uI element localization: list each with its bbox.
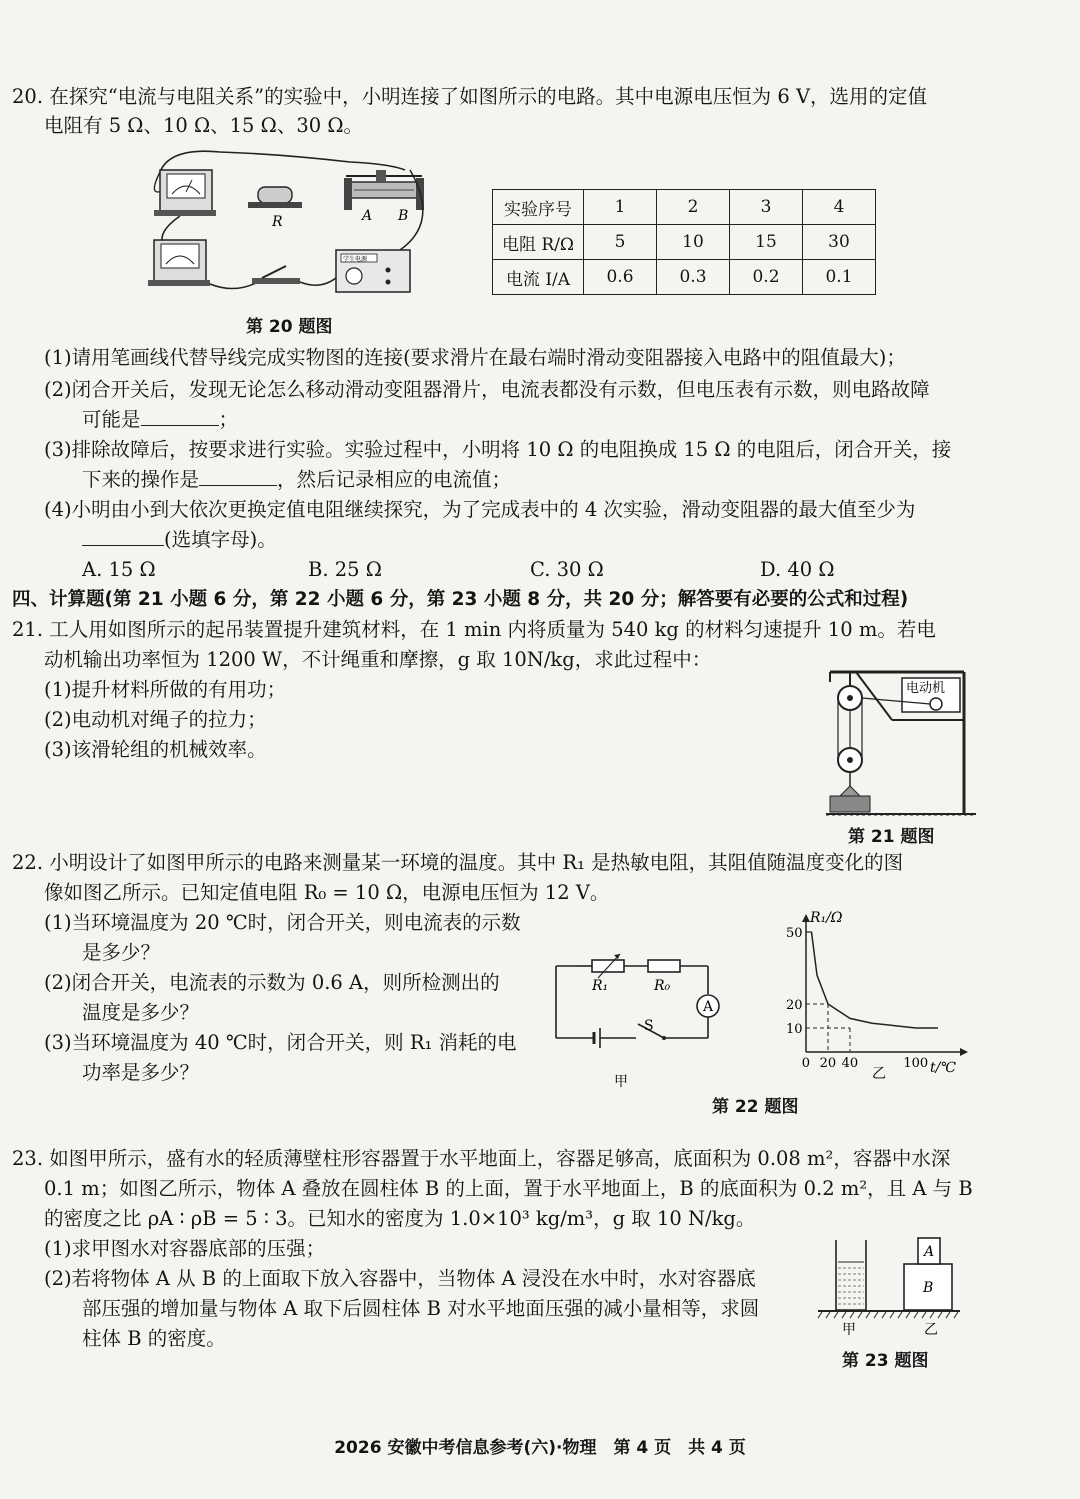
q20-part2-line2	[82, 407, 238, 433]
rheostat-label-b: B	[398, 208, 409, 224]
q21-crane-figure	[826, 668, 976, 818]
graph-y-axis-label: R₁/Ω	[810, 910, 843, 926]
fig-jia-label: 甲	[842, 1322, 856, 1338]
q23-part1: (1)求甲图水对容器底部的压强；	[44, 1237, 326, 1260]
q20-data-table	[492, 189, 876, 295]
q22-stem-line2: 像如图乙所示。已知定值电阻 R₀ = 10 Ω，电源电压恒为 12 V。	[44, 881, 610, 904]
q22-part2-line2: 温度是多少？	[82, 1001, 200, 1024]
graph-y-tick-label: 50	[786, 926, 803, 941]
graph-x-tick-label: 100	[903, 1056, 929, 1071]
q22-stem-line1: 22. 小明设计了如图甲所示的电路来测量某一环境的温度。其中 R₁ 是热敏电阻，其阻值随温度变化的图	[12, 851, 904, 874]
r0-label: R₀	[654, 978, 671, 994]
q22-caption: 第 22 题图	[712, 1097, 799, 1117]
graph-x-tick-label: 40	[841, 1056, 859, 1071]
section-4-heading: 四、计算题(第 21 小题 6 分，第 22 小题 6 分，第 23 小题 8 分，共 20 分；解答要有必要的公式和过程)	[12, 589, 909, 610]
q21-caption: 第 21 题图	[848, 827, 935, 847]
table-cell: 1	[584, 190, 657, 225]
q22-part1-line1: (1)当环境温度为 20 ℃时，闭合开关，则电流表的示数	[44, 911, 521, 934]
table-cell: 10	[657, 225, 730, 260]
q23-part2-line3: 柱体 B 的密度。	[82, 1327, 226, 1350]
q20-option-a: A. 15 Ω	[82, 558, 156, 581]
q23-part2-line1: (2)若将物体 A 从 B 的上面取下放入容器中，当物体 A 浸没在水中时，水对容器底	[44, 1267, 756, 1290]
answer-blank[interactable]	[141, 407, 219, 426]
q20-stem-line1: 20. 在探究“电流与电阻关系”的实验中，小明连接了如图所示的电路。其中电源电压恒为 6 V，选用的定值	[12, 85, 928, 108]
q21-part3: (3)该滑轮组的机械效率。	[44, 738, 267, 761]
block-b-label: B	[923, 1280, 934, 1296]
q22-part1-line2: 是多少？	[82, 941, 161, 964]
q23-caption: 第 23 题图	[842, 1351, 929, 1371]
table-cell: 电流 I/A	[493, 260, 584, 295]
q23-stem-line3: 的密度之比 ρA ∶ ρB = 5 ∶ 3。已知水的密度为 1.0×10³ kg/m³，g 取 10 N/kg。	[44, 1207, 756, 1230]
q20-part1: (1)请用笔画线代替导线完成实物图的连接(要求滑片在最右端时滑动变阻器接入电路中的阻值最大)；	[44, 346, 906, 369]
block-a-label: A	[924, 1244, 935, 1260]
power-supply-label: 学生电源	[343, 256, 368, 263]
q23-stem-line1: 23. 如图甲所示，盛有水的轻质薄壁柱形容器置于水平地面上，容器足够高，底面积为 0.08 m²，容器中水深	[12, 1147, 951, 1170]
q23-part2-line2: 部压强的增加量与物体 A 取下后圆柱体 B 对水平地面压强的减小量相等，求圆	[82, 1297, 760, 1320]
table-cell: 实验序号	[493, 190, 584, 225]
q21-stem-line2: 动机输出功率恒为 1200 W，不计绳重和摩擦，g 取 10N/kg，求此过程中：	[44, 648, 712, 671]
table-cell: 0.6	[584, 260, 657, 295]
motor-label: 电动机	[906, 681, 946, 696]
q20-part3-line1: (3)排除故障后，按要求进行实验。实验过程中，小明将 10 Ω 的电阻换成 15 Ω 的电阻后，闭合开关，接	[44, 438, 952, 461]
table-cell: 3	[730, 190, 803, 225]
table-row	[493, 225, 876, 260]
q20-stem-line2: 电阻有 5 Ω、10 Ω、15 Ω、30 Ω。	[44, 114, 364, 137]
graph-y-tick-label: 20	[786, 998, 803, 1013]
q23-stem-line2: 0.1 m；如图乙所示，物体 A 叠放在圆柱体 B 的上面，置于水平地面上，B 的底面积为 0.2 m²，且 A 与 B	[44, 1177, 973, 1200]
q20-part3-prefix: 下来的操作是	[82, 468, 200, 491]
q20-option-b: B. 25 Ω	[308, 558, 382, 581]
page-footer: 2026 安徽中考信息参考(六)·物理 第 4 页 共 4 页	[334, 1438, 746, 1458]
q22-resistance-temperature-graph	[774, 904, 974, 1084]
switch-label: S	[644, 1018, 654, 1034]
table-row	[493, 260, 876, 295]
graph-x-tick-label: 20	[819, 1056, 837, 1071]
q20-option-c: C. 30 Ω	[530, 558, 604, 581]
answer-blank[interactable]	[199, 467, 277, 486]
table-cell: 0.3	[657, 260, 730, 295]
table-cell: 5	[584, 225, 657, 260]
q23-figure	[814, 1232, 964, 1342]
table-cell: 15	[730, 225, 803, 260]
q22-part2-line1: (2)闭合开关，电流表的示数为 0.6 A，则所检测出的	[44, 971, 500, 994]
resistor-label: R	[272, 214, 283, 230]
q20-part2-line1: (2)闭合开关后，发现无论怎么移动滑动变阻器滑片，电流表都没有示数，但电压表有示数，则电路故障	[44, 378, 930, 401]
q20-part2-suffix: ；	[218, 408, 239, 431]
q20-part2-prefix: 可能是	[82, 408, 141, 431]
q21-stem-line1: 21. 工人用如图所示的起吊装置提升建筑材料，在 1 min 内将质量为 540 kg 的材料匀速提升 10 m。若电	[12, 618, 936, 641]
fig-yi-label: 乙	[924, 1322, 938, 1338]
graph-yi-label: 乙	[872, 1066, 886, 1082]
q22-part3-line2: 功率是多少？	[82, 1061, 200, 1084]
q20-circuit-figure	[140, 142, 440, 302]
answer-blank[interactable]	[82, 527, 164, 546]
q21-part1: (1)提升材料所做的有用功；	[44, 678, 287, 701]
q20-part4-line2	[82, 527, 277, 553]
q20-part3-line2	[82, 467, 511, 493]
table-cell: 0.1	[803, 260, 876, 295]
table-cell: 2	[657, 190, 730, 225]
q20-part4-suffix: (选填字母)。	[164, 528, 277, 551]
rheostat-label-a: A	[362, 208, 373, 224]
table-cell: 0.2	[730, 260, 803, 295]
graph-x-tick-label: 0	[801, 1056, 811, 1071]
circuit-jia-label: 甲	[614, 1074, 628, 1090]
graph-series-0	[812, 932, 939, 1028]
graph-plot-area	[786, 926, 938, 1071]
graph-x-axis-label: t/℃	[930, 1060, 957, 1076]
q20-caption: 第 20 题图	[246, 317, 333, 337]
table-cell: 电阻 R/Ω	[493, 225, 584, 260]
table-cell: 30	[803, 225, 876, 260]
r1-label: R₁	[592, 978, 609, 994]
q21-part2: (2)电动机对绳子的拉力；	[44, 708, 267, 731]
q20-option-d: D. 40 Ω	[760, 558, 835, 581]
table-cell: 4	[803, 190, 876, 225]
ammeter-label: A	[703, 999, 714, 1015]
q20-part3-suffix: ，然后记录相应的电流值；	[277, 468, 512, 491]
graph-y-tick-label: 10	[786, 1022, 803, 1037]
q20-part4-line1: (4)小明由小到大依次更换定值电阻继续探究，为了完成表中的 4 次实验，滑动变阻器的最大值至少为	[44, 498, 916, 521]
q22-part3-line1: (3)当环境温度为 40 ℃时，闭合开关，则 R₁ 消耗的电	[44, 1031, 517, 1054]
table-row	[493, 190, 876, 225]
q22-circuit-figure	[540, 950, 730, 1090]
